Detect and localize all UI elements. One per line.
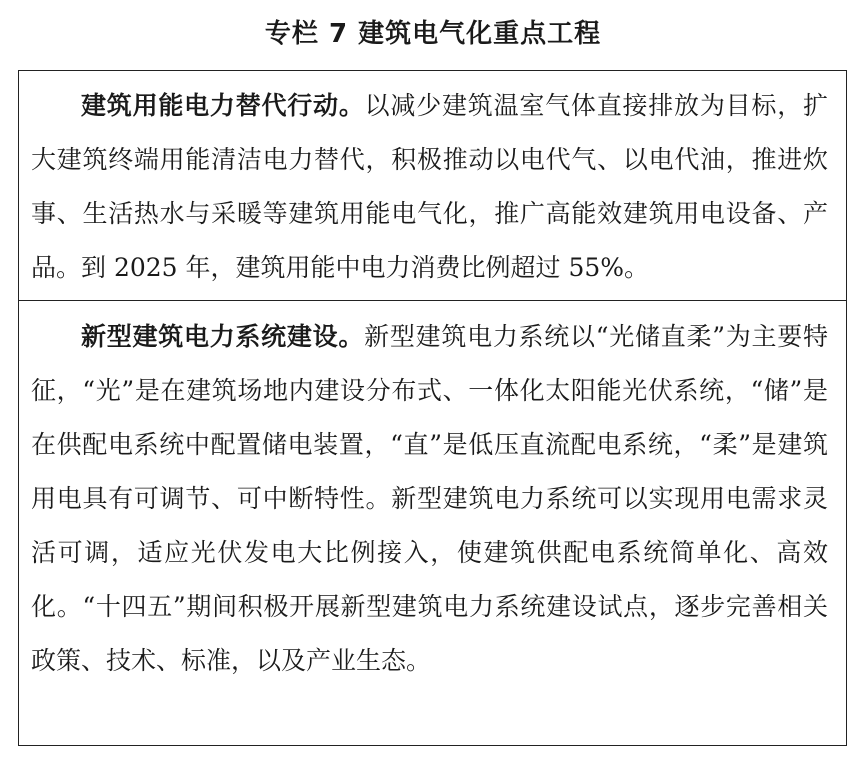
- section-electricity-substitution: [19, 79, 846, 299]
- section-body: 新型建筑电力系统以“光储直柔”为主要特征，“光”是在建筑场地内建设分布式、一体化太阳能光伏系统，“储”是在供配电系统中配置储电装置，“直”是低压直流配电系统，“柔”是建筑用电具有可调节、可中断特性。新型建筑电力系统可以实现用电需求灵活可调，适应光伏发电大比例接入，使建筑供配电系统简单化、高效化。“十四五”期间积极开展新型建筑电力系统建设试点，逐步完善相关政策、技术、标准，以及产业生态。: [31, 322, 828, 675]
- section-divider: [19, 300, 846, 301]
- box-title: 专栏 7 建筑电气化重点工程: [264, 19, 602, 49]
- content-box: [18, 70, 847, 746]
- section-heading: 新型建筑电力系统建设。: [81, 322, 365, 351]
- section-body: 以减少建筑温室气体直接排放为目标，扩大建筑终端用能清洁电力替代，积极推动以电代气、以电代油，推进炊事、生活热水与采暖等建筑用能电气化，推广高能效建筑用电设备、产品。到 2025 年，建筑用能中电力消费比例超过 55%。: [31, 91, 828, 282]
- section-heading: 建筑用能电力替代行动。: [81, 91, 365, 120]
- section-new-power-system: [19, 310, 846, 688]
